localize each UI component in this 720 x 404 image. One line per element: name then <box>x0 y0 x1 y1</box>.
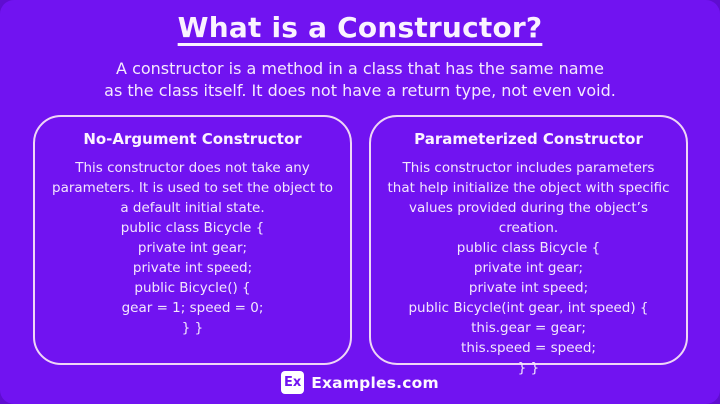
code-line: } } <box>181 320 204 336</box>
code-block <box>51 218 334 338</box>
code-line: gear = 1; speed = 0; <box>121 300 264 316</box>
code-line: public class Bicycle { <box>120 220 265 236</box>
code-line: private int speed; <box>132 260 253 276</box>
constructor-cards <box>33 115 688 376</box>
page-title: What is a Constructor? <box>177 11 543 44</box>
footer-branding <box>0 371 720 394</box>
code-line: private int gear; <box>473 260 584 276</box>
code-line: private int gear; <box>137 240 248 256</box>
card-parameterized-constructor <box>369 115 688 376</box>
code-line: public Bicycle() { <box>134 280 251 296</box>
brand-text: Examples.com <box>311 373 439 392</box>
card-heading: No-Argument Constructor <box>83 130 302 148</box>
card-heading: Parameterized Constructor <box>414 130 643 148</box>
code-line: this.gear = gear; <box>471 320 586 336</box>
code-line: private int speed; <box>468 280 589 296</box>
code-block <box>387 238 670 378</box>
page-subtitle <box>0 58 720 102</box>
code-line: public class Bicycle { <box>456 240 601 256</box>
code-line: public Bicycle(int gear, int speed) { <box>408 300 649 316</box>
card-no-argument-constructor <box>33 115 352 365</box>
subtitle-line-2: as the class itself. It does not have a return type, not even void. <box>104 81 616 100</box>
subtitle-line-1: A constructor is a method in a class that has the same name <box>116 59 604 78</box>
examples-logo-icon: Ex <box>281 371 304 394</box>
code-line: this.speed = speed; <box>461 340 596 356</box>
code-line: } } <box>517 360 540 376</box>
card-description: This constructor does not take any parameters. It is used to set the object to a default initial state. <box>52 160 333 216</box>
card-description: This constructor includes parameters that help initialize the object with specific values provided during the object’s creation. <box>387 160 670 236</box>
